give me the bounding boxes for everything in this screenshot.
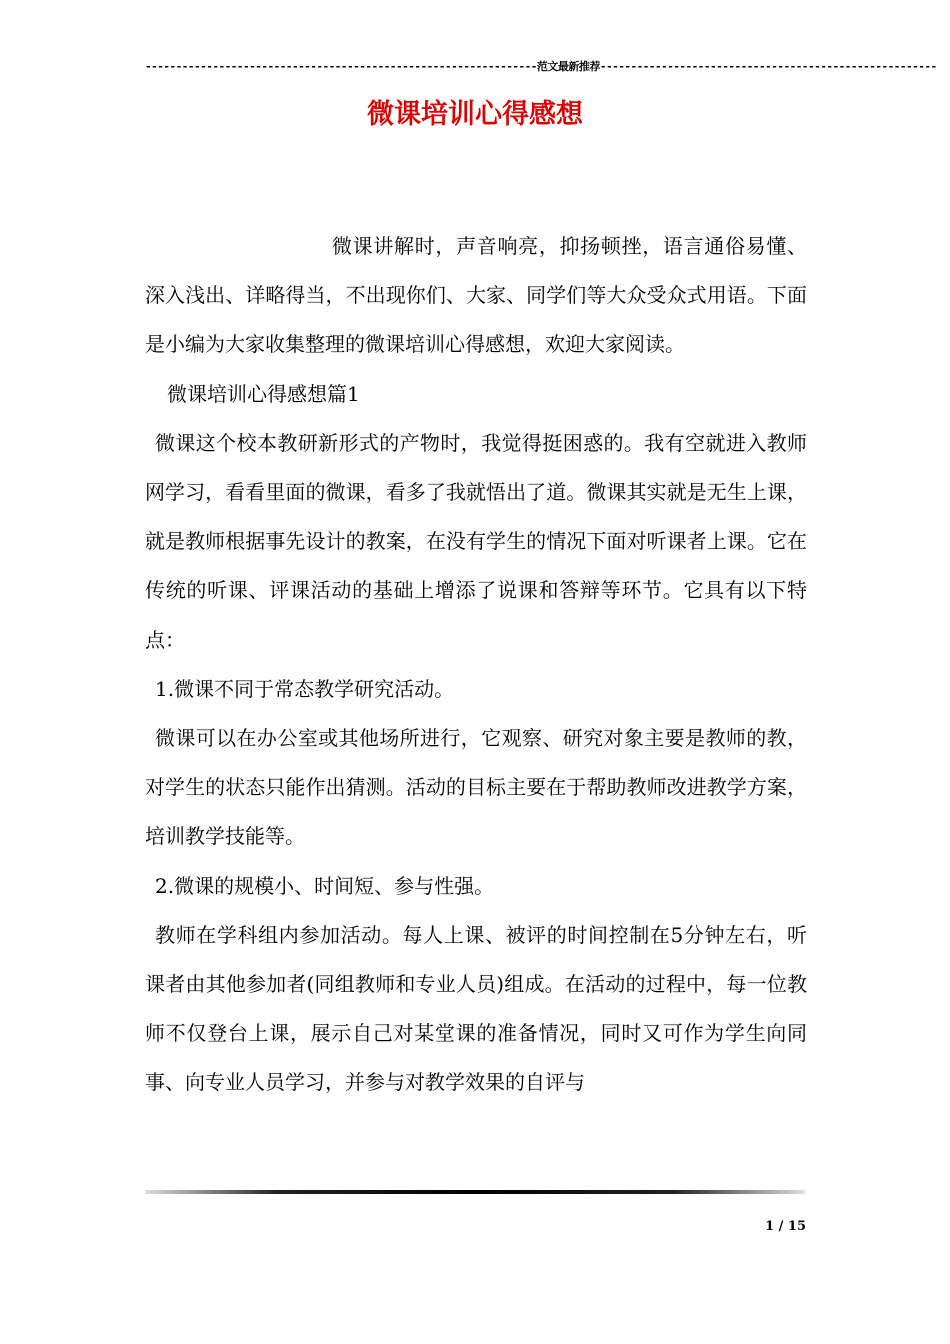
footer-divider <box>145 1190 805 1194</box>
section-heading: 微课培训心得感想篇1 <box>167 381 360 406</box>
document-title: 微课培训心得感想 <box>367 99 583 130</box>
body-paragraph: 教师在学科组内参加活动。每人上课、被评的时间控制在5分钟左右，听课者由其他参加者(同组教师和专业人员)组成。在活动的过程中，每一位教师不仅登台上课，展示自己对某堂课的准备情况，同时又可作为学生向同事、向专业人员学习，并参与对教学效果的自评与 <box>145 922 807 1095</box>
page-indicator: 1 / 15 <box>765 1219 806 1234</box>
body-paragraph: 微课这个校本教研新形式的产物时，我觉得挺困惑的。我有空就进入教师网学习，看看里面的微课，看多了我就悟出了道。微课其实就是无生上课，就是教师根据事先设计的教案，在没有学生的情况下面对听课者上课。它在传统的听课、评课活动的基础上增添了说课和答辩等环节。它具有以下特点： <box>145 430 807 652</box>
body-paragraph: 微课可以在办公室或其他场所进行，它观察、研究对象主要是教师的教，对学生的状态只能作出猜测。活动的目标主要在于帮助教师改进教学方案，培训教学技能等。 <box>145 726 807 849</box>
document-body <box>145 222 807 1108</box>
list-item-heading: 2.微课的规模小、时间短、参与性强。 <box>155 873 495 898</box>
intro-paragraph: 微课讲解时，声音响亮，抑扬顿挫，语言通俗易懂、深入浅出、详略得当，不出现你们、大家、同学们等大众受众式用语。下面是小编为大家收集整理的微课培训心得感想，欢迎大家阅读。 <box>145 234 807 357</box>
header-banner: ----------------------------------------------------------------范文最新推荐------------------------------------------------------- <box>145 60 937 73</box>
list-item-heading: 1.微课不同于常态教学研究活动。 <box>155 676 455 701</box>
